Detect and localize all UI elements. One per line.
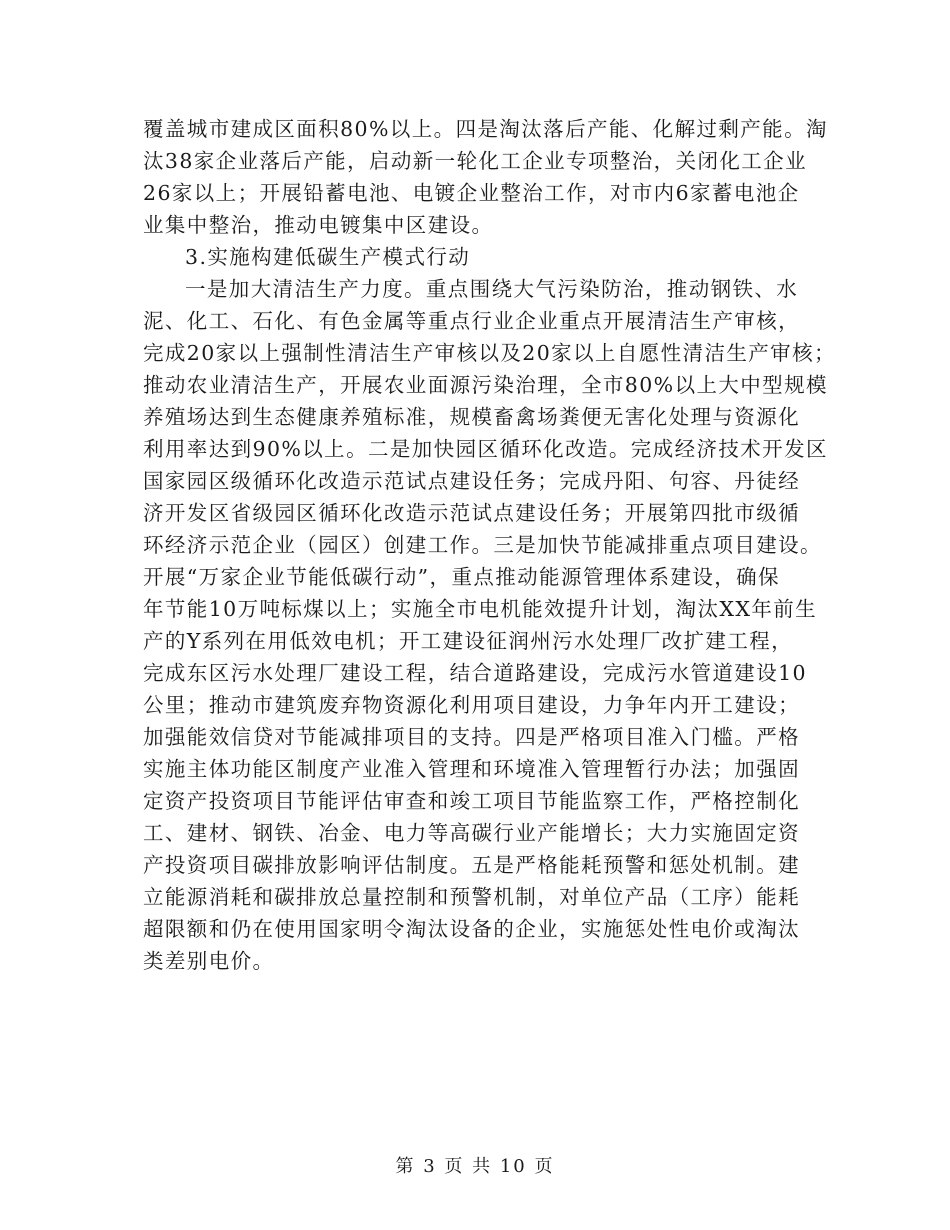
text-line: 一是加大清洁生产力度。重点围绕大气污染防治，推动钢铁、水 <box>185 277 799 301</box>
text-line: 类差别电价。 <box>143 949 275 973</box>
text-line: 济开发区省级园区循环化改造示范试点建设任务；开展第四批市级循 <box>143 501 800 525</box>
text-line: 工、建材、钢铁、冶金、电力等高碳行业产能增长；大力实施固定资 <box>143 821 800 845</box>
body-text <box>143 113 836 977</box>
text-line: 业集中整治，推动电镀集中区建设。 <box>143 213 494 237</box>
text-line: 泥、化工、石化、有色金属等重点行业企业重点开展清洁生产审核， <box>143 309 800 333</box>
text-line: 超限额和仍在使用国家明令淘汰设备的企业，实施惩处性电价或淘汰 <box>143 917 800 941</box>
text-line: 立能源消耗和碳排放总量控制和预警机制，对单位产品（工序）能耗 <box>143 885 800 909</box>
text-line: 产的Y系列在用低效电机；开工建设征润州污水处理厂改扩建工程， <box>143 629 794 653</box>
text-line: 推动农业清洁生产，开展农业面源污染治理，全市80%以上大中型规模 <box>143 373 828 397</box>
text-line: 年节能10万吨标煤以上；实施全市电机能效提升计划，淘汰XX年前生 <box>143 597 818 621</box>
text-line: 26家以上；开展铅蓄电池、电镀企业整治工作，对市内6家蓄电池企 <box>143 181 800 205</box>
section-heading: 3.实施构建低碳生产模式行动 <box>185 245 471 269</box>
text-line: 产投资项目碳排放影响评估制度。五是严格能耗预警和惩处机制。建 <box>143 853 800 877</box>
page-number-footer: 第 3 页 共 10 页 <box>395 1156 555 1177</box>
text-line: 加强能效信贷对节能减排项目的支持。四是严格项目准入门槛。严格 <box>143 725 800 749</box>
text-line: 完成20家以上强制性清洁生产审核以及20家以上自愿性清洁生产审核； <box>143 341 836 365</box>
text-line: 公里；推动市建筑废弃物资源化利用项目建设，力争年内开工建设； <box>143 693 800 717</box>
text-line: 国家园区级循环化改造示范试点建设任务；完成丹阳、句容、丹徒经 <box>143 469 800 493</box>
text-line: 实施主体功能区制度产业准入管理和环境准入管理暂行办法；加强固 <box>143 757 800 781</box>
text-line: 定资产投资项目节能评估审查和竣工项目节能监察工作，严格控制化 <box>143 789 800 813</box>
text-line: 利用率达到90%以上。二是加快园区循环化改造。完成经济技术开发区 <box>143 437 828 461</box>
text-line: 覆盖城市建成区面积80%以上。四是淘汰落后产能、化解过剩产能。淘 <box>143 117 828 141</box>
text-line: 环经济示范企业（园区）创建工作。三是加快节能减排重点项目建设。 <box>143 533 822 557</box>
text-line: 开展“万家企业节能低碳行动”，重点推动能源管理体系建设，确保 <box>143 565 780 589</box>
text-line: 完成东区污水处理厂建设工程，结合道路建设，完成污水管道建设10 <box>143 661 807 685</box>
text-line: 汰38家企业落后产能，启动新一轮化工企业专项整治，关闭化工企业 <box>143 149 807 173</box>
text-line: 养殖场达到生态健康养殖标准，规模畜禽场粪便无害化处理与资源化 <box>143 405 800 429</box>
